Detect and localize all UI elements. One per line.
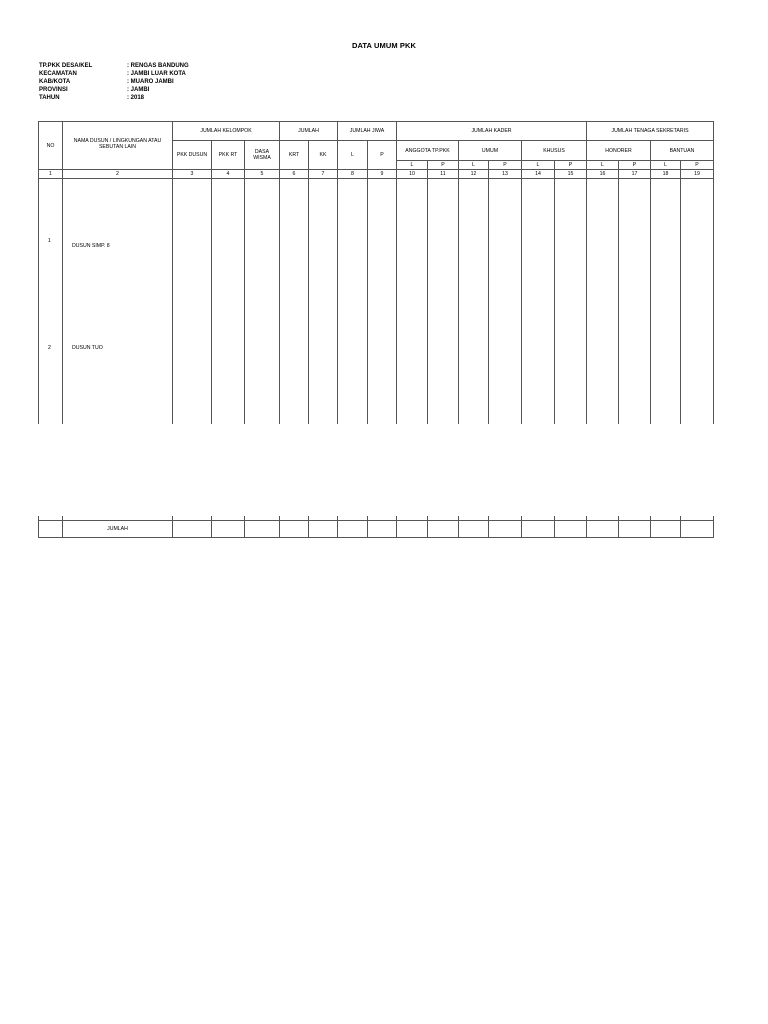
header-anggota-l: L [397, 161, 428, 170]
header-bantuan: BANTUAN [651, 141, 714, 161]
body-cell [338, 179, 368, 424]
header-bantuan-p: P [681, 161, 714, 170]
total-cell [212, 520, 245, 537]
info-value: : RENGAS BANDUNG [127, 63, 189, 69]
column-number: 9 [368, 170, 397, 179]
total-cell [459, 520, 489, 537]
body-cell [459, 179, 489, 424]
total-cell [280, 520, 309, 537]
column-number: 18 [651, 170, 681, 179]
body-cell [489, 179, 522, 424]
column-number: 15 [555, 170, 587, 179]
info-row-kabkota [39, 78, 189, 86]
column-number: 12 [459, 170, 489, 179]
info-label: KECAMATAN [39, 71, 77, 77]
info-label: KAB/KOTA [39, 79, 71, 85]
body-cell [63, 179, 173, 424]
body-cell [428, 179, 459, 424]
body-cell [39, 179, 63, 424]
header-honorer-l: L [587, 161, 619, 170]
total-table [38, 516, 714, 538]
total-cell [173, 520, 212, 537]
total-cell [681, 520, 714, 537]
column-number: 16 [587, 170, 619, 179]
info-value: : JAMBI [127, 87, 150, 93]
header-dasa-wisma: DASA WISMA [245, 141, 280, 170]
header-jumlah-kelompok: JUMLAH KELOMPOK [173, 122, 280, 141]
body-cell [619, 179, 651, 424]
row-number: 2 [48, 345, 51, 351]
body-cell [397, 179, 428, 424]
body-cell [245, 179, 280, 424]
row-dusun-name: DUSUN TUO [72, 345, 103, 351]
header-nama-dusun: NAMA DUSUN / LINGKUNGAN ATAU SEBUTAN LAIN [63, 122, 173, 170]
header-umum: UMUM [459, 141, 522, 161]
body-cell [368, 179, 397, 424]
info-row-tahun [39, 94, 189, 102]
info-row-kecamatan [39, 70, 189, 78]
row-dusun-name: DUSUN SIMP. 8 [72, 243, 110, 249]
body-cell [280, 179, 309, 424]
total-cell [651, 520, 681, 537]
total-row [39, 520, 714, 537]
info-label: PROVINSI [39, 87, 68, 93]
body-cell [522, 179, 555, 424]
header-krt: KRT [280, 141, 309, 170]
header-umum-l: L [459, 161, 489, 170]
header-jumlah-kader: JUMLAH KADER [397, 122, 587, 141]
column-number: 19 [681, 170, 714, 179]
column-number-row [39, 170, 714, 179]
body-cell [587, 179, 619, 424]
header-khusus-p: P [555, 161, 587, 170]
total-cell [309, 520, 338, 537]
total-cell [245, 520, 280, 537]
column-number: 13 [489, 170, 522, 179]
header-honorer: HONORER [587, 141, 651, 161]
header-khusus: KHUSUS [522, 141, 587, 161]
total-cell [619, 520, 651, 537]
column-number: 2 [63, 170, 173, 179]
column-number: 10 [397, 170, 428, 179]
row-number: 1 [48, 238, 51, 244]
total-cell [489, 520, 522, 537]
header-no: NO [39, 122, 63, 170]
total-cell [522, 520, 555, 537]
column-number: 6 [280, 170, 309, 179]
header-jumlah: JUMLAH [280, 122, 338, 141]
total-cell [338, 520, 368, 537]
info-value: : 2018 [127, 95, 145, 101]
body-cell [681, 179, 714, 424]
info-row-provinsi [39, 86, 189, 94]
column-number: 7 [309, 170, 338, 179]
column-number: 1 [39, 170, 63, 179]
header-jumlah-tenaga-sekretaris: JUMLAH TENAGA SEKRETARIS [587, 122, 714, 141]
header-info [39, 62, 189, 102]
header-anggota-p: P [428, 161, 459, 170]
total-cell [428, 520, 459, 537]
body-cell [651, 179, 681, 424]
total-cell [39, 520, 63, 537]
body-cell [173, 179, 212, 424]
info-label: TAHUN [39, 95, 60, 101]
total-label: JUMLAH [63, 520, 173, 537]
body-cell [309, 179, 338, 424]
table-body-row [39, 179, 714, 424]
total-cell [555, 520, 587, 537]
info-value: : JAMBI LUAR KOTA [127, 71, 186, 77]
header-bantuan-l: L [651, 161, 681, 170]
header-kk: KK [309, 141, 338, 170]
data-table [38, 121, 714, 424]
column-number: 17 [619, 170, 651, 179]
header-pkk-rt: PKK RT [212, 141, 245, 170]
column-number: 3 [173, 170, 212, 179]
info-value: : MUARO JAMBI [127, 79, 174, 85]
total-cell [368, 520, 397, 537]
header-khusus-l: L [522, 161, 555, 170]
total-cell [397, 520, 428, 537]
header-jiwa-p: P [368, 141, 397, 170]
header-pkk-dusun: PKK DUSUN [173, 141, 212, 170]
header-umum-p: P [489, 161, 522, 170]
page-title: DATA UMUM PKK [351, 41, 417, 50]
header-jumlah-jiwa: JUMLAH JIWA [338, 122, 397, 141]
header-honorer-p: P [619, 161, 651, 170]
column-number: 4 [212, 170, 245, 179]
header-jiwa-l: L [338, 141, 368, 170]
column-number: 14 [522, 170, 555, 179]
info-label: TP.PKK DESA/KEL [39, 63, 93, 69]
column-number: 5 [245, 170, 280, 179]
header-anggota-tp-pkk: ANGGOTA TP.PKK [397, 141, 459, 161]
column-number: 11 [428, 170, 459, 179]
body-cell [555, 179, 587, 424]
column-number: 8 [338, 170, 368, 179]
body-cell [212, 179, 245, 424]
info-row-desa [39, 62, 189, 70]
total-cell [587, 520, 619, 537]
